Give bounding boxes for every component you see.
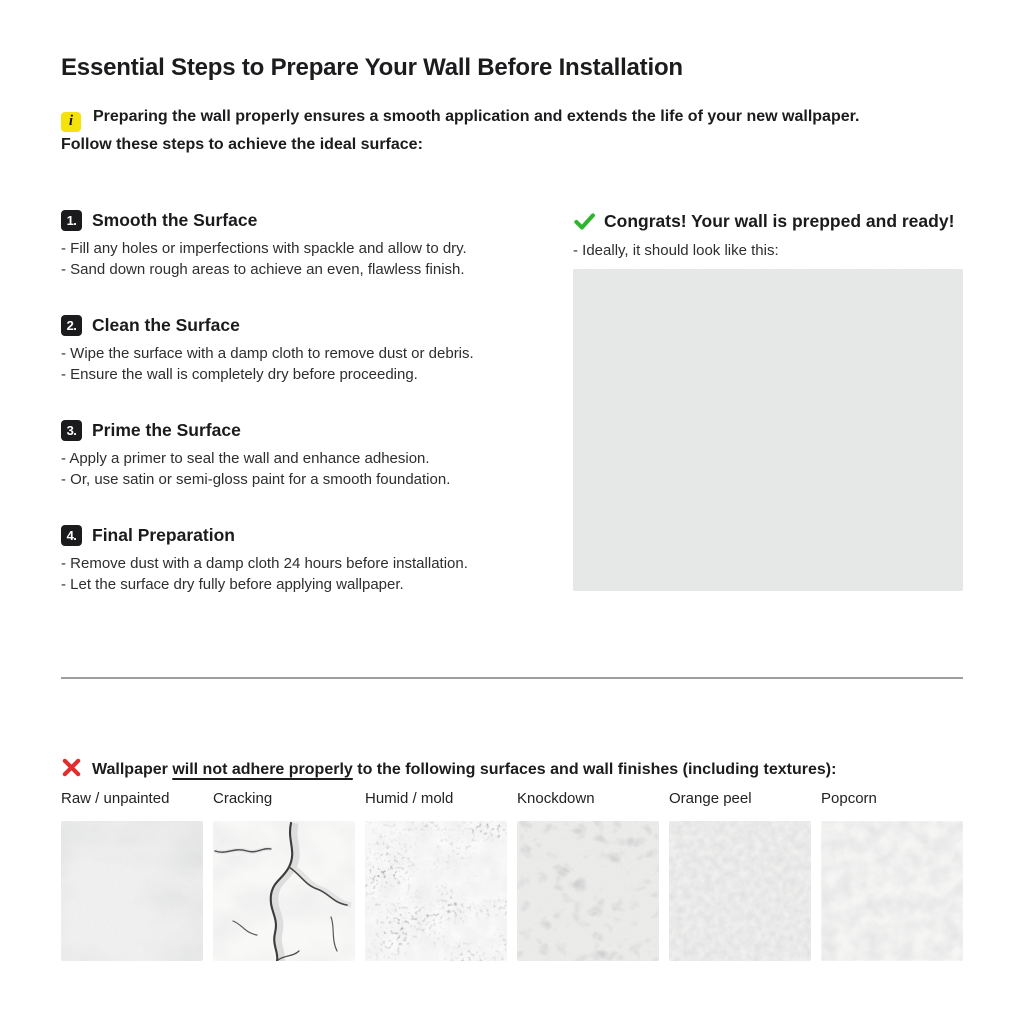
warning-suffix: to the following surfaces and wall finishes (including textures): xyxy=(352,761,837,778)
surface-label: Humid / mold xyxy=(365,790,454,807)
surface-label: Cracking xyxy=(213,790,273,807)
step-4-bullet-2: - Let the surface dry fully before applying wallpaper. xyxy=(61,575,404,593)
step-1-smooth xyxy=(61,210,573,280)
step-3-prime xyxy=(61,420,573,490)
warning-line xyxy=(61,757,991,782)
step-2-title: Clean the Surface xyxy=(92,315,240,335)
cracking-texture-image xyxy=(213,821,355,961)
surface-label: Raw / unpainted xyxy=(61,790,170,807)
step-1-number-badge: 1. xyxy=(61,210,82,231)
intro-line-1: Preparing the wall properly ensures a smooth application and extends the life of your new wallpaper. xyxy=(93,108,860,125)
surface-humid-mold xyxy=(365,789,507,961)
intro-paragraph xyxy=(61,104,969,157)
humid-mold-texture-image xyxy=(365,821,507,961)
steps-list xyxy=(61,210,573,630)
raw-unpainted-texture-image xyxy=(61,821,203,961)
surface-knockdown xyxy=(517,789,659,961)
step-2-bullet-1: - Wipe the surface with a damp cloth to remove dust or debris. xyxy=(61,345,474,362)
warning-prefix: Wallpaper xyxy=(92,761,173,778)
step-3-title: Prime the Surface xyxy=(92,420,241,440)
step-4-title: Final Preparation xyxy=(92,525,235,545)
success-title: Congrats! Your wall is prepped and ready! xyxy=(604,211,955,231)
step-2-bullet-2: - Ensure the wall is completely dry before proceeding. xyxy=(61,365,418,383)
step-1-bullet-2: - Sand down rough areas to achieve an even, flawless finish. xyxy=(61,260,465,278)
step-1-bullet-1: - Fill any holes or imperfections with spackle and allow to dry. xyxy=(61,240,467,257)
surface-label: Popcorn xyxy=(821,790,877,807)
knockdown-texture-image xyxy=(517,821,659,961)
page-title: Essential Steps to Prepare Your Wall Before Installation xyxy=(61,54,683,81)
step-3-number-badge: 3. xyxy=(61,420,82,441)
success-panel xyxy=(573,210,963,591)
x-icon xyxy=(61,757,82,778)
popcorn-texture-image xyxy=(821,821,963,961)
step-3-bullet-1: - Apply a primer to seal the wall and enhance adhesion. xyxy=(61,450,430,467)
smooth-wall-photo xyxy=(573,269,963,591)
step-2-number-badge: 2. xyxy=(61,315,82,336)
section-divider xyxy=(61,677,963,679)
step-4-number-badge: 4. xyxy=(61,525,82,546)
surface-label: Orange peel xyxy=(669,790,752,807)
step-2-clean xyxy=(61,315,573,385)
surface-popcorn xyxy=(821,789,963,961)
surface-label: Knockdown xyxy=(517,790,595,807)
info-icon: i xyxy=(61,112,81,132)
success-subtitle: - Ideally, it should look like this: xyxy=(573,242,779,259)
step-4-bullet-1: - Remove dust with a damp cloth 24 hours before installation. xyxy=(61,555,468,572)
surface-cracking xyxy=(213,789,355,961)
intro-line-2: Follow these steps to achieve the ideal surface: xyxy=(61,135,423,153)
step-4-final xyxy=(61,525,573,595)
step-3-bullet-2: - Or, use satin or semi-gloss paint for a smooth foundation. xyxy=(61,470,451,488)
surface-raw-unpainted xyxy=(61,789,203,961)
warning-emphasis: will not adhere properly xyxy=(172,761,353,778)
bad-surfaces-grid xyxy=(61,789,963,961)
checkmark-icon xyxy=(573,210,596,233)
orange-peel-texture-image xyxy=(669,821,811,961)
step-1-title: Smooth the Surface xyxy=(92,210,258,230)
surface-orange-peel xyxy=(669,789,811,961)
